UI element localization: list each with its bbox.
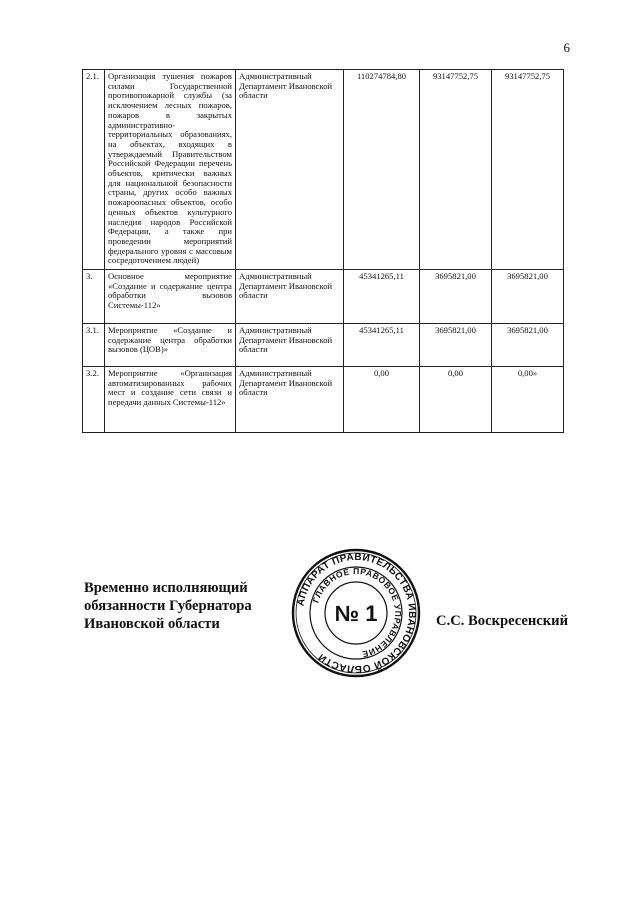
seal-inner-text: ГЛАВНОЕ ПРАВОВОЕ УПРАВЛЕНИЕ	[310, 565, 404, 660]
amount-cell: 45341265,11	[344, 324, 420, 367]
amount-cell: 45341265,11	[344, 270, 420, 324]
activity-name: Организация тушения пожаров силами Государственной противопожарной службы (за исключением лесных пожаров, пожаров в закрытых административно-территориальных образованиях, на объектах, входящих в утверждаемый Правительством Российской Федерации перечень объектов, критически важных для национальной безопасности страны, других особо важных пожароопасных объектов, особо ценных объектов культурного наследия народов Российской Федерации, а также при проведении мероприятий федерального уровня с массовым сосредоточением людей)	[105, 70, 236, 270]
amount-cell: 0,00	[420, 367, 492, 433]
amount-cell: 3695821,00	[492, 270, 564, 324]
row-number: 2.1.	[83, 70, 105, 270]
signature-line: Ивановской области	[84, 616, 220, 632]
amount-cell: 3695821,00	[420, 270, 492, 324]
row-number: 3.1.	[83, 324, 105, 367]
executor: Административный Департамент Ивановской области	[236, 270, 344, 324]
budget-table	[82, 69, 564, 433]
seal-outer-text: АППАРАТ ПРАВИТЕЛЬСТВА ИВАНОВСКОЙ ОБЛАСТИ	[295, 551, 418, 675]
table-row	[83, 324, 564, 367]
official-seal-icon	[291, 548, 421, 678]
activity-name: Мероприятие «Создание и содержание центра обработки вызовов (ЦОВ)»	[105, 324, 236, 367]
amount-cell: 3695821,00	[420, 324, 492, 367]
executor: Административный Департамент Ивановской области	[236, 324, 344, 367]
seal-number: № 1	[334, 601, 378, 626]
signer-name: С.С. Воскресенский	[436, 613, 568, 629]
page-number: 6	[563, 40, 570, 55]
signature-line: Временно исполняющий	[84, 580, 248, 596]
amount-cell: 93147752,75	[420, 70, 492, 270]
amount-cell: 0,00	[344, 367, 420, 433]
executor: Административный Департамент Ивановской области	[236, 367, 344, 433]
row-number: 3.2.	[83, 367, 105, 433]
signature-line: обязанности Губернатора	[84, 598, 252, 614]
table-row	[83, 270, 564, 324]
amount-cell: 93147752,75	[492, 70, 564, 270]
signature-title	[84, 579, 284, 633]
amount-cell: 110274784,80	[344, 70, 420, 270]
activity-name: Основное мероприятие «Создание и содержание центра обработки вызовов Системы-112»	[105, 270, 236, 324]
row-number: 3.	[83, 270, 105, 324]
table-row	[83, 70, 564, 270]
amount-cell: 3695821,00	[492, 324, 564, 367]
table-row	[83, 367, 564, 433]
executor: Административный Департамент Ивановской области	[236, 70, 344, 270]
activity-name: Мероприятие «Организация автоматизированных рабочих мест и создание сети связи и передачи данных Системы-112»	[105, 367, 236, 433]
amount-cell: 0,00»	[492, 367, 564, 433]
